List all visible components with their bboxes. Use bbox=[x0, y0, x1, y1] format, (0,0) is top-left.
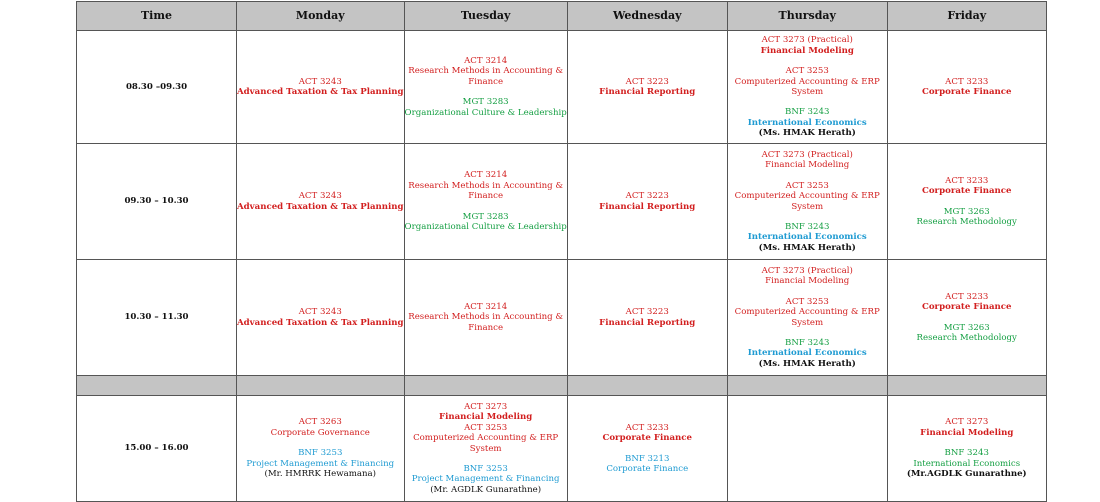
course-line: International Economics bbox=[913, 458, 1021, 469]
course-line: ACT 3243 bbox=[298, 76, 342, 87]
course-line: Corporate Finance bbox=[602, 433, 692, 444]
class-cell-friday bbox=[887, 144, 1046, 260]
header-monday: Monday bbox=[237, 2, 405, 31]
class-cell-wednesday bbox=[567, 260, 727, 376]
course-line: ACT 3253 bbox=[464, 422, 508, 433]
course-line: Organizational Culture & Leadership bbox=[404, 107, 567, 118]
time-cell: 10.30 – 11.30 bbox=[77, 260, 237, 376]
course-line: (Ms. HMAK Herath) bbox=[758, 358, 856, 369]
course-line: System bbox=[469, 443, 502, 454]
course-line: ACT 3233 bbox=[625, 422, 669, 433]
class-cell-wednesday bbox=[567, 396, 727, 502]
course-line: Corporate Finance bbox=[606, 463, 689, 474]
course-line: Advanced Taxation & Tax Planning bbox=[237, 87, 404, 97]
course-line: Research Methodology bbox=[916, 216, 1017, 227]
course-line: ACT 3214 bbox=[464, 301, 508, 312]
header-tuesday: Tuesday bbox=[404, 2, 567, 31]
course-line: ACT 3273 bbox=[464, 401, 508, 412]
line-spacer bbox=[568, 444, 727, 454]
course-line: Financial Modeling bbox=[765, 276, 850, 287]
header-row bbox=[77, 2, 1047, 31]
course-line: Corporate Governance bbox=[270, 427, 370, 438]
course-line: Computerized Accounting & ERP bbox=[734, 76, 880, 87]
course-line: Financial Modeling bbox=[439, 412, 533, 423]
time-cell: 08.30 –09.30 bbox=[77, 31, 237, 144]
class-cell-monday bbox=[237, 260, 405, 376]
course-line: MGT 3283 bbox=[462, 97, 509, 108]
course-line: MGT 3263 bbox=[943, 322, 990, 333]
line-spacer bbox=[728, 212, 887, 222]
course-line: ACT 3273 (Practical) bbox=[761, 149, 853, 160]
timeslot-row bbox=[77, 31, 1047, 144]
class-cell-friday bbox=[887, 31, 1046, 144]
course-line: Finance bbox=[468, 191, 504, 202]
course-line: ACT 3253 bbox=[785, 66, 829, 77]
course-line: System bbox=[791, 87, 824, 97]
course-line: International Economics bbox=[747, 232, 867, 243]
course-line: ACT 3273 bbox=[945, 417, 989, 428]
header-wednesday: Wednesday bbox=[567, 2, 727, 31]
break-cell bbox=[77, 376, 237, 396]
line-spacer bbox=[888, 438, 1046, 448]
class-cell-tuesday bbox=[404, 260, 567, 376]
course-line: Computerized Accounting & ERP bbox=[413, 433, 559, 444]
course-line: ACT 3223 bbox=[625, 76, 669, 87]
course-line: ACT 3253 bbox=[785, 296, 829, 307]
course-line: ACT 3223 bbox=[625, 307, 669, 318]
course-line: MGT 3263 bbox=[943, 206, 990, 217]
timeslot-row bbox=[77, 144, 1047, 260]
class-cell-tuesday bbox=[404, 144, 567, 260]
course-line: Computerized Accounting & ERP bbox=[734, 191, 880, 202]
class-cell-monday bbox=[237, 396, 405, 502]
line-spacer bbox=[237, 438, 404, 448]
line-spacer bbox=[728, 97, 887, 107]
course-line: International Economics bbox=[747, 348, 867, 359]
course-line: (Mr.AGDLK Gunarathne) bbox=[906, 469, 1027, 480]
course-line: ACT 3214 bbox=[464, 55, 508, 66]
course-line: ACT 3243 bbox=[298, 307, 342, 318]
course-line: ACT 3273 (Practical) bbox=[761, 35, 853, 46]
course-line: ACT 3223 bbox=[625, 191, 669, 202]
course-line: Financial Reporting bbox=[599, 87, 696, 97]
line-spacer bbox=[888, 313, 1046, 323]
time-cell: 09.30 – 10.30 bbox=[77, 144, 237, 260]
course-line: Advanced Taxation & Tax Planning bbox=[237, 317, 404, 328]
line-spacer bbox=[405, 454, 567, 464]
line-spacer bbox=[728, 56, 887, 66]
course-line: MGT 3283 bbox=[462, 211, 509, 222]
break-cell bbox=[727, 376, 887, 396]
line-spacer bbox=[888, 197, 1046, 207]
course-line: Financial Modeling bbox=[760, 45, 854, 56]
course-line: Research Methods in Accounting & bbox=[408, 312, 564, 323]
timeslot-row bbox=[77, 396, 1047, 502]
course-line: Research Methods in Accounting & bbox=[408, 66, 564, 77]
course-line: Corporate Finance bbox=[921, 87, 1012, 97]
course-line: BNF 3243 bbox=[785, 107, 830, 118]
course-line: Research Methods in Accounting & bbox=[408, 180, 564, 191]
course-line: (Ms. HMAK Herath) bbox=[758, 242, 856, 253]
line-spacer bbox=[728, 287, 887, 297]
header-friday: Friday bbox=[887, 2, 1046, 31]
break-cell bbox=[567, 376, 727, 396]
class-cell-tuesday bbox=[404, 396, 567, 502]
course-line: Finance bbox=[468, 76, 504, 87]
course-line: Organizational Culture & Leadership bbox=[404, 222, 567, 233]
course-line: ACT 3263 bbox=[298, 417, 342, 428]
course-line: BNF 3243 bbox=[785, 221, 830, 232]
class-cell-thursday bbox=[727, 260, 887, 376]
class-cell-tuesday bbox=[404, 31, 567, 144]
class-cell-wednesday bbox=[567, 31, 727, 144]
course-line: ACT 3243 bbox=[298, 191, 342, 202]
course-line: Financial Reporting bbox=[599, 317, 696, 328]
course-line: Corporate Finance bbox=[921, 302, 1012, 313]
break-cell bbox=[237, 376, 405, 396]
line-spacer bbox=[405, 202, 567, 212]
class-cell-monday bbox=[237, 31, 405, 144]
break-row bbox=[77, 376, 1047, 396]
course-line: Financial Modeling bbox=[920, 427, 1014, 438]
class-cell-thursday bbox=[727, 31, 887, 144]
course-line: Research Methodology bbox=[916, 332, 1017, 343]
break-cell bbox=[404, 376, 567, 396]
class-cell-friday bbox=[887, 396, 1046, 502]
course-line: ACT 3214 bbox=[464, 170, 508, 181]
course-line: ACT 3253 bbox=[785, 180, 829, 191]
break-cell bbox=[887, 376, 1046, 396]
course-line: ACT 3233 bbox=[945, 76, 989, 87]
course-line: Project Management & Financing bbox=[246, 458, 395, 469]
header-time: Time bbox=[77, 2, 237, 31]
class-cell-wednesday bbox=[567, 144, 727, 260]
course-line: Finance bbox=[468, 322, 504, 333]
timetable bbox=[76, 1, 1047, 502]
course-line: (Ms. HMAK Herath) bbox=[758, 128, 856, 139]
course-line: (Mr. HMRRK Hewamana) bbox=[264, 469, 377, 480]
class-cell-friday bbox=[887, 260, 1046, 376]
course-line: (Mr. AGDLK Gunarathne) bbox=[430, 484, 542, 495]
course-line: ACT 3233 bbox=[945, 175, 989, 186]
course-line: BNF 3253 bbox=[463, 463, 508, 474]
class-cell-monday bbox=[237, 144, 405, 260]
header-thursday: Thursday bbox=[727, 2, 887, 31]
line-spacer bbox=[405, 87, 567, 97]
line-spacer bbox=[728, 328, 887, 338]
course-line: Advanced Taxation & Tax Planning bbox=[237, 201, 404, 212]
course-line: BNF 3243 bbox=[785, 337, 830, 348]
course-line: Project Management & Financing bbox=[411, 474, 560, 485]
class-cell-thursday bbox=[727, 396, 887, 502]
course-line: System bbox=[791, 317, 824, 328]
course-line: Computerized Accounting & ERP bbox=[734, 307, 880, 318]
course-line: Financial Modeling bbox=[765, 160, 850, 171]
course-line: ACT 3273 (Practical) bbox=[761, 265, 853, 276]
line-spacer bbox=[728, 171, 887, 181]
time-cell: 15.00 – 16.00 bbox=[77, 396, 237, 502]
course-line: System bbox=[791, 201, 824, 212]
course-line: ACT 3233 bbox=[945, 291, 989, 302]
course-line: BNF 3253 bbox=[298, 448, 343, 459]
course-line: BNF 3213 bbox=[625, 453, 670, 464]
timeslot-row bbox=[77, 260, 1047, 376]
course-line: Corporate Finance bbox=[921, 186, 1012, 197]
course-line: Financial Reporting bbox=[599, 201, 696, 212]
course-line: BNF 3243 bbox=[944, 448, 989, 459]
class-cell-thursday bbox=[727, 144, 887, 260]
course-line: International Economics bbox=[747, 117, 867, 128]
